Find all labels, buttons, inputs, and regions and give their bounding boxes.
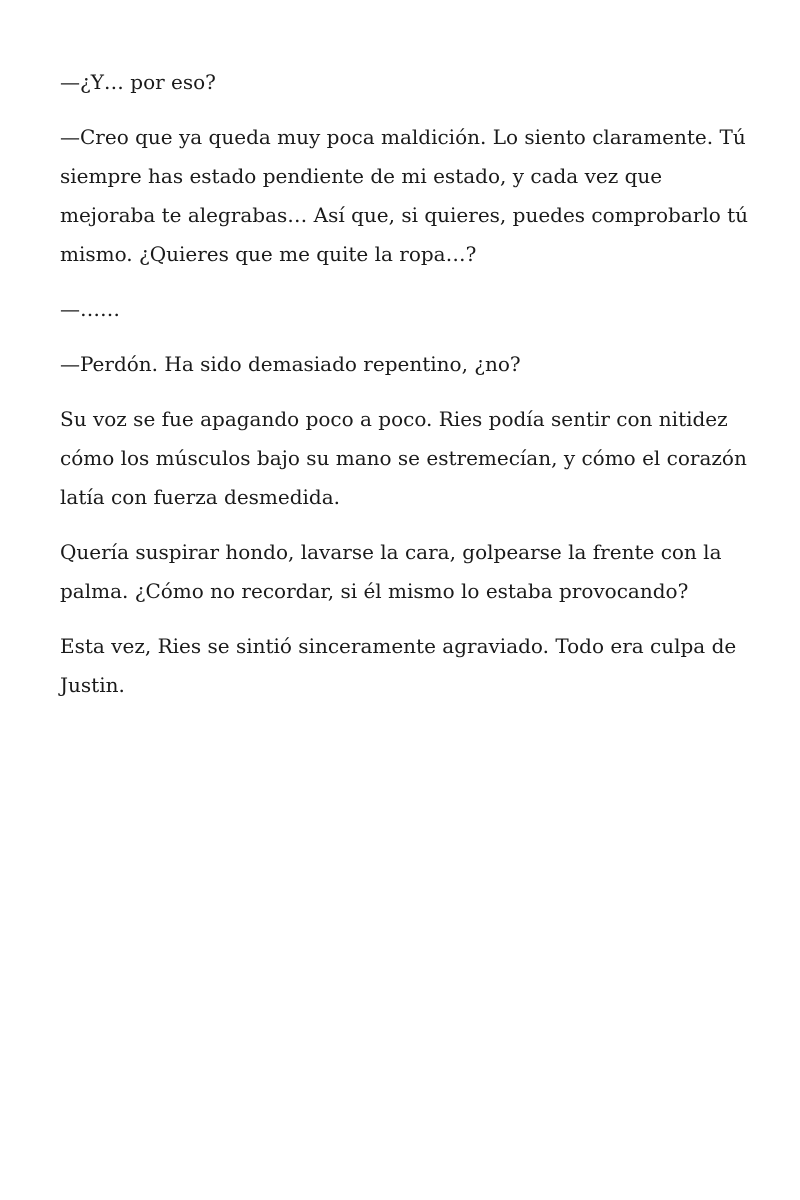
reader-page xyxy=(60,63,750,721)
paragraph-narration-3: Esta vez, Ries se sintió sinceramente agraviado. Todo era culpa de Justin. xyxy=(60,634,737,697)
paragraph-dialogue-3: —…… xyxy=(60,297,120,321)
paragraph-narration-2: Quería suspirar hondo, lavarse la cara, golpearse la frente con la palma. ¿Cómo no recordar, si él mismo lo estaba provocando? xyxy=(60,540,722,603)
paragraph-narration-1: Su voz se fue apagando poco a poco. Ries podía sentir con nitidez cómo los músculos bajo su mano se estremecían, y cómo el corazón latía con fuerza desmedida. xyxy=(60,407,747,509)
paragraph-dialogue-4: —Perdón. Ha sido demasiado repentino, ¿no? xyxy=(60,352,521,376)
paragraph-dialogue-2: —Creo que ya queda muy poca maldición. Lo siento claramente. Tú siempre has estado pendiente de mi estado, y cada vez que mejoraba te alegrabas… Así que, si quieres, puedes comprobarlo tú mismo. ¿Quieres que me quite la ropa…? xyxy=(60,125,749,266)
paragraph-dialogue-1: —¿Y… por eso? xyxy=(60,70,216,94)
